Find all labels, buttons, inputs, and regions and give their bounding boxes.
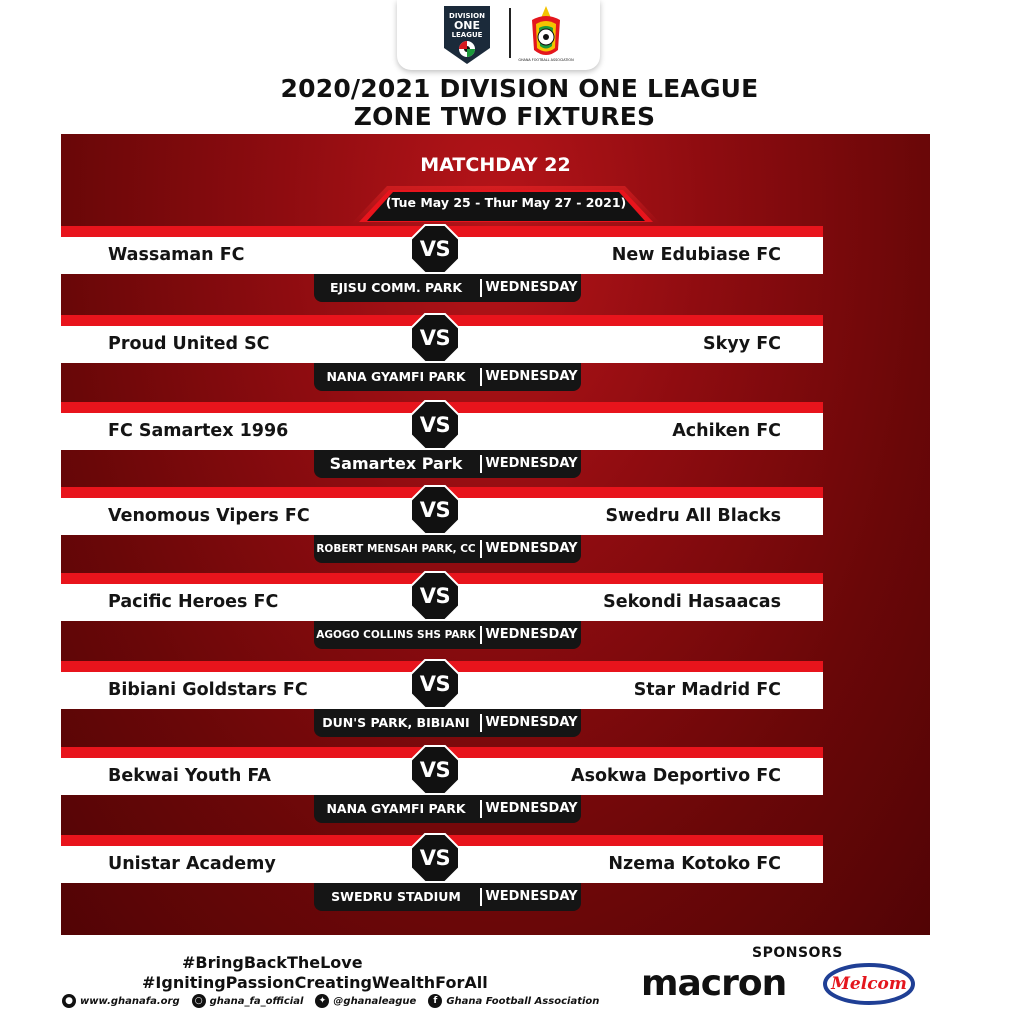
fixture-row [61,747,823,816]
vs-label: VS [419,584,451,608]
social-facebook-text: Ghana Football Association [446,995,600,1007]
social-facebook[interactable] [428,994,599,1008]
match-day: WEDNESDAY [485,801,578,816]
vs-label: VS [419,672,451,696]
venue-bar [314,535,581,563]
home-team: Bibiani Goldstars FC [108,680,308,700]
venue-name: NANA GYAMFI PARK [326,801,466,816]
social-website[interactable] [62,994,180,1008]
venue-name: EJISU COMM. PARK [329,280,463,295]
venue-bar [314,450,581,478]
vs-label: VS [419,413,451,437]
vs-label: VS [419,498,451,522]
venue-separator [480,626,482,644]
venue-separator [480,279,482,297]
page-title: 2020/2021 DIVISION ONE LEAGUE [280,74,759,103]
hashtag-primary: #BringBackTheLove [182,953,363,972]
sponsor-melcom-logo: Melcom [831,974,907,994]
match-day: WEDNESDAY [485,369,578,384]
venue-name: ROBERT MENSAH PARK, CC [316,543,476,555]
social-twitter[interactable] [315,994,416,1008]
venue-bar [314,621,581,649]
match-day: WEDNESDAY [485,456,578,471]
association-logo-text: GHANA FOOTBALL ASSOCIATION [518,58,574,62]
vs-label: VS [419,846,451,870]
logo-divider [509,8,511,58]
fixture-row [61,402,823,473]
venue-name: SWEDRU STADIUM [331,889,461,904]
venue-bar [314,274,581,302]
venue-separator [480,888,482,906]
sponsor-macron-logo: macron [641,963,787,1004]
fixture-row [61,315,823,384]
match-day: WEDNESDAY [485,889,578,904]
away-team: New Edubiase FC [611,245,781,265]
vs-label: VS [419,326,451,350]
venue-bar [314,709,581,737]
venue-name: NANA GYAMFI PARK [326,369,466,384]
vs-label: VS [419,237,451,261]
venue-name: AGOGO COLLINS SHS PARK [316,629,476,641]
hashtag-secondary: #IgnitingPassionCreatingWealthForAll [142,973,488,992]
social-website-text: www.ghanafa.org [80,995,180,1007]
home-team: Unistar Academy [108,854,276,874]
venue-name: DUN'S PARK, BIBIANI [322,715,470,730]
social-instagram-text: ghana_fa_official [209,995,304,1007]
matchday-dates-banner [351,184,661,226]
division-one-league-logo [440,4,494,66]
social-twitter-text: @ghanaleague [333,995,417,1007]
social-links [62,992,611,1010]
social-instagram[interactable] [192,994,304,1008]
match-day: WEDNESDAY [485,541,578,556]
away-team: Swedru All Blacks [605,506,781,526]
sponsors-label: SPONSORS [752,945,843,961]
venue-name: Samartex Park [329,454,463,473]
away-team: Asokwa Deportivo FC [571,766,781,786]
fixture-row [61,573,823,642]
league-logo-line3: LEAGUE [451,31,483,39]
home-team: Bekwai Youth FA [108,766,271,786]
fixture-row [61,661,823,730]
venue-separator [480,540,482,558]
home-team: Venomous Vipers FC [108,506,310,526]
away-team: Star Madrid FC [633,680,781,700]
globe-icon: ● [62,994,76,1008]
match-day: WEDNESDAY [485,280,578,295]
home-team: FC Samartex 1996 [108,421,289,441]
venue-separator [480,455,482,473]
home-team: Proud United SC [108,334,270,354]
facebook-icon: f [428,994,442,1008]
league-logo-line2: ONE [453,19,481,32]
vs-label: VS [419,758,451,782]
away-team: Nzema Kotoko FC [608,854,781,874]
fixture-row [61,487,823,556]
away-team: Sekondi Hasaacas [603,592,781,612]
ghana-fa-logo [518,4,574,64]
page-subtitle: ZONE TWO FIXTURES [353,102,656,131]
venue-separator [480,800,482,818]
instagram-icon: ○ [192,994,206,1008]
venue-bar [314,883,581,911]
venue-separator [480,368,482,386]
match-day: WEDNESDAY [485,627,578,642]
venue-bar [314,795,581,823]
home-team: Pacific Heroes FC [108,592,279,612]
match-day: WEDNESDAY [485,715,578,730]
away-team: Skyy FC [703,334,781,354]
venue-separator [480,714,482,732]
matchday-dates: (Tue May 25 - Thur May 27 - 2021) [385,195,627,210]
fixture-row [61,226,823,295]
away-team: Achiken FC [672,421,781,441]
home-team: Wassaman FC [108,245,245,265]
matchday-title: MATCHDAY 22 [420,154,571,176]
venue-bar [314,363,581,391]
league-logo-line1: DIVISION [449,12,485,20]
twitter-icon: ✦ [315,994,329,1008]
fixture-row [61,835,823,904]
